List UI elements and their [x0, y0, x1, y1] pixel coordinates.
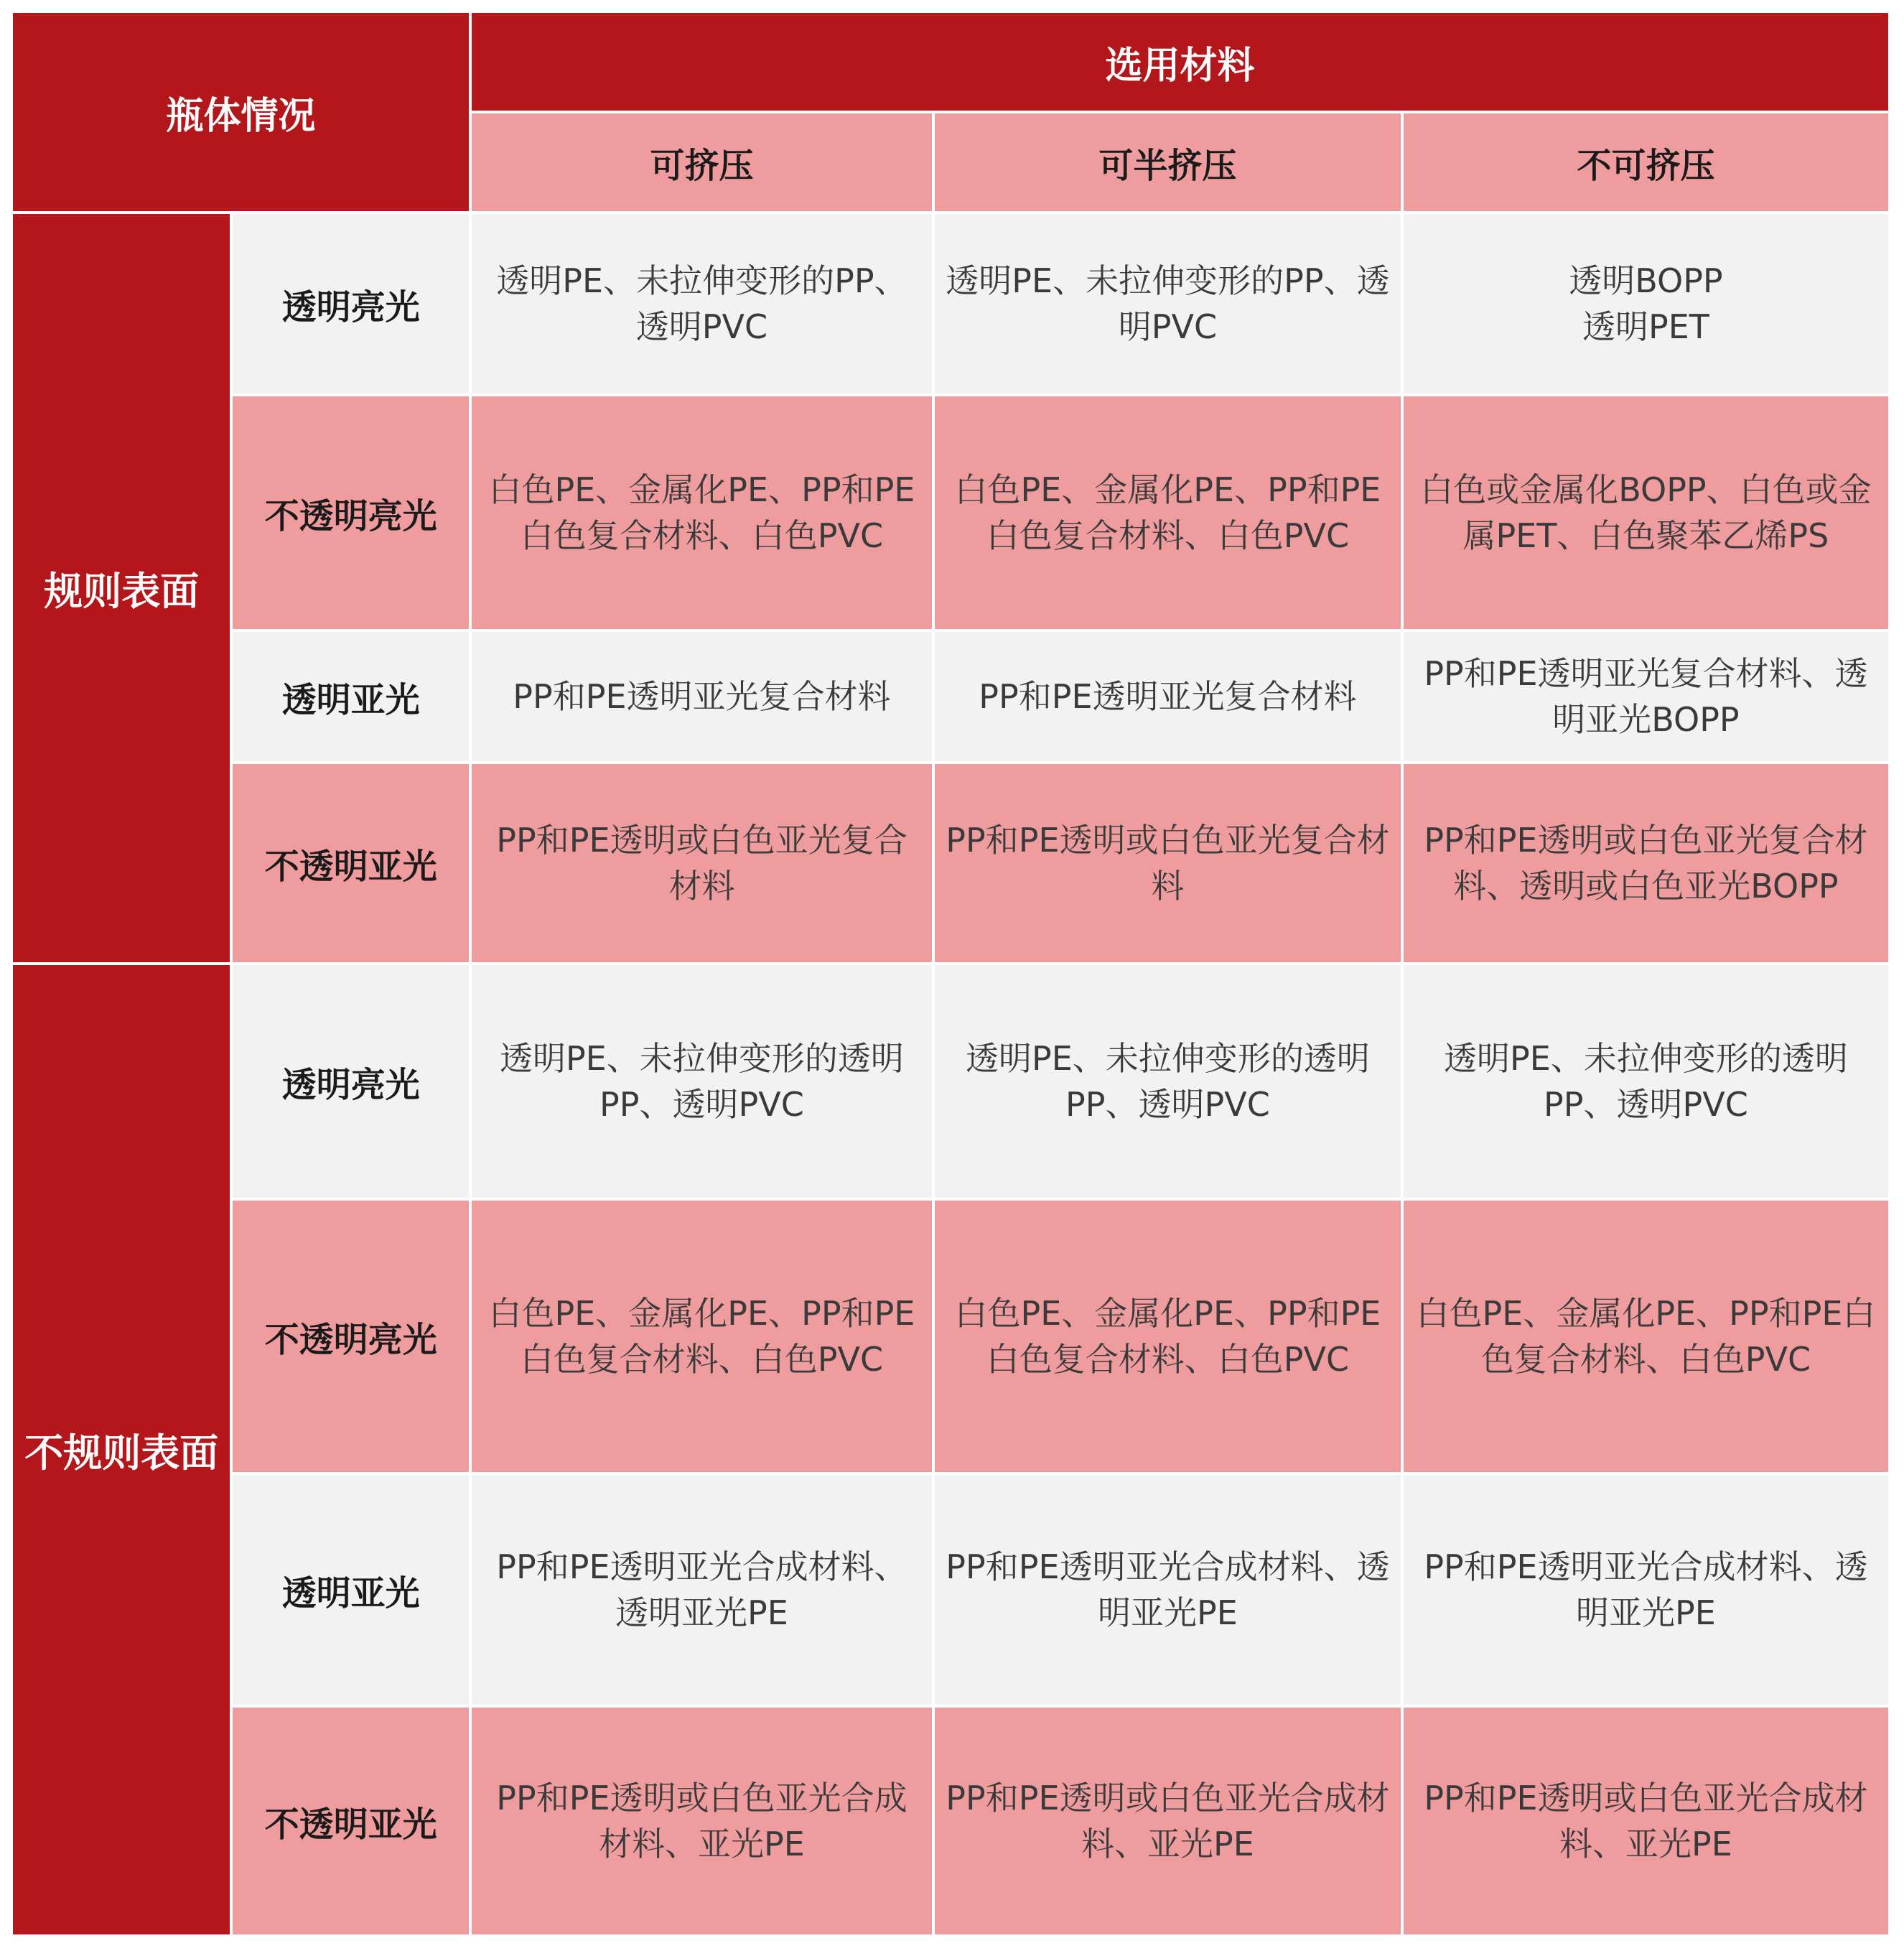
- materials-table: [10, 10, 1891, 1937]
- table-cell: PP和PE透明亚光合成材料、透明亚光PE: [935, 1475, 1401, 1705]
- table-cell: PP和PE透明亚光合成材料、透明亚光PE: [472, 1475, 932, 1705]
- table-cell: PP和PE透明或白色亚光合成材料、亚光PE: [1404, 1708, 1888, 1934]
- table-cell: 白色PE、金属化PE、PP和PE白色复合材料、白色PVC: [1404, 1201, 1888, 1472]
- row-label: 透明亮光: [233, 214, 469, 393]
- table-cell: 白色PE、金属化PE、PP和PE白色复合材料、白色PVC: [935, 396, 1401, 629]
- table-cell: PP和PE透明亚光复合材料: [935, 632, 1401, 761]
- table-cell: PP和PE透明亚光复合材料、透明亚光BOPP: [1404, 632, 1888, 761]
- row-label: 不透明亚光: [233, 764, 469, 962]
- row-label: 不透明亚光: [233, 1708, 469, 1934]
- table-cell: 透明PE、未拉伸变形的透明PP、透明PVC: [1404, 965, 1888, 1198]
- table-cell: PP和PE透明亚光复合材料: [472, 632, 932, 761]
- table-cell: 透明PE、未拉伸变形的PP、透明PVC: [935, 214, 1401, 393]
- table-cell: PP和PE透明或白色亚光合成材料、亚光PE: [935, 1708, 1401, 1934]
- table-cell: 透明BOPP 透明PET: [1404, 214, 1888, 393]
- column-header-squeezable: 可挤压: [472, 113, 932, 211]
- table-cell: PP和PE透明亚光合成材料、透明亚光PE: [1404, 1475, 1888, 1705]
- group-label-regular-surface: 规则表面: [13, 214, 230, 962]
- table-cell: PP和PE透明或白色亚光合成材料、亚光PE: [472, 1708, 932, 1934]
- row-label: 不透明亮光: [233, 1201, 469, 1472]
- table-cell: PP和PE透明或白色亚光复合材料: [935, 764, 1401, 962]
- table-cell: 白色PE、金属化PE、PP和PE白色复合材料、白色PVC: [472, 396, 932, 629]
- row-label: 透明亮光: [233, 965, 469, 1198]
- row-label: 透明亚光: [233, 632, 469, 761]
- table-cell: PP和PE透明或白色亚光复合材料、透明或白色亚光BOPP: [1404, 764, 1888, 962]
- table-cell: 白色PE、金属化PE、PP和PE白色复合材料、白色PVC: [935, 1201, 1401, 1472]
- table-cell: 透明PE、未拉伸变形的PP、透明PVC: [472, 214, 932, 393]
- bottle-condition-header: 瓶体情况: [13, 13, 469, 211]
- row-label: 透明亚光: [233, 1475, 469, 1705]
- row-label: 不透明亮光: [233, 396, 469, 629]
- table-cell: 透明PE、未拉伸变形的透明PP、透明PVC: [935, 965, 1401, 1198]
- table-cell: PP和PE透明或白色亚光复合材料: [472, 764, 932, 962]
- column-header-semi-squeezable: 可半挤压: [935, 113, 1401, 211]
- material-selection-header: 选用材料: [472, 13, 1888, 111]
- column-header-non-squeezable: 不可挤压: [1404, 113, 1888, 211]
- table-cell: 白色PE、金属化PE、PP和PE白色复合材料、白色PVC: [472, 1201, 932, 1472]
- group-label-irregular-surface: 不规则表面: [13, 965, 230, 1934]
- table-cell: 透明PE、未拉伸变形的透明PP、透明PVC: [472, 965, 932, 1198]
- table-cell: 白色或金属化BOPP、白色或金属PET、白色聚苯乙烯PS: [1404, 396, 1888, 629]
